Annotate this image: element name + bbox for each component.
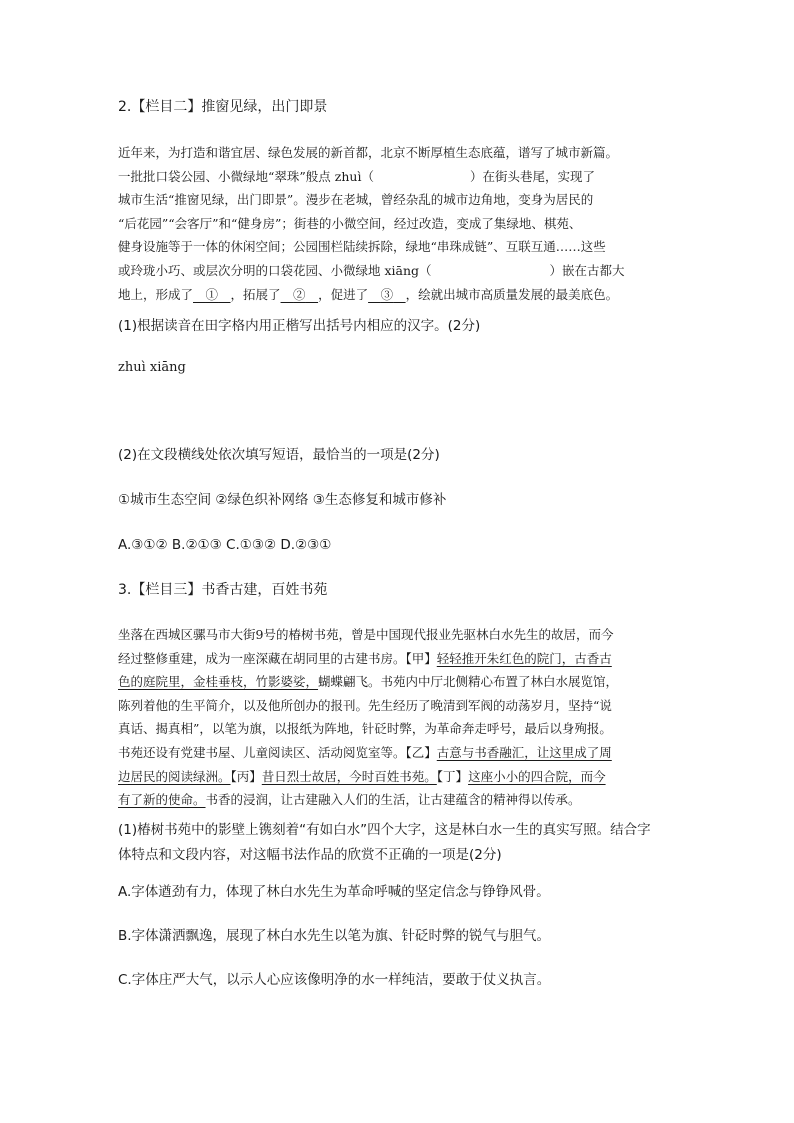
passage-line: 坐落在西城区骡马市大街9号的椿树书苑，曾是中国现代报业先驱林白水先生的故居，而今 bbox=[118, 627, 614, 642]
passage-line: 近年来，为打造和谐宜居、绿色发展的新首都，北京不断厚植生态底蕴，谱写了城市新篇。 bbox=[118, 145, 619, 160]
passage-line: 书苑还设有党建书屋、儿童阅读区、活动阅览室等。【乙】古意与书香融汇，让这里成了周 bbox=[118, 744, 612, 760]
passage-line: 边居民的阅读绿洲。【丙】昔日烈士故居，今时百姓书苑。【丁】这座小小的四合院，而今 bbox=[118, 768, 606, 784]
section2-passage bbox=[118, 141, 682, 306]
passage-line: 经过整修重建，成为一座深藏在胡同里的古建书房。【甲】轻轻推开朱红色的院门，古香古 bbox=[118, 650, 612, 666]
answer-options: A.③①② B.②①③ C.①③② D.②③① bbox=[118, 537, 332, 553]
passage-line: 一批批口袋公园、小微绿地“翠珠”般点 zhuì（ ）在街头巷尾，实现了 bbox=[118, 168, 595, 184]
section2-question-2: (2)在文段横线处依次填写短语，最恰当的一项是(2分) bbox=[118, 447, 440, 463]
passage-line: 色的庭院里，金桂垂枝，竹影婆娑，蝴蝶翩飞。书苑内中厅北侧精心布置了林白水展览馆， bbox=[118, 674, 619, 690]
option-b: B.字体潇洒飘逸，展现了林白水先生以笔为旗、针砭时弊的锐气与胆气。 bbox=[118, 928, 551, 944]
passage-line: 陈列着他的生平简介，以及他所创办的报刊。先生经历了晚清到军阀的动荡岁月，坚持“说 bbox=[118, 697, 612, 713]
phrase-list: ①城市生态空间 ②绿色织补网络 ③生态修复和城市修补 bbox=[118, 492, 447, 508]
passage-line: 或玲珑小巧、或层次分明的口袋花园、小微绿地 xiāng（ ）嵌在古都大 bbox=[118, 262, 625, 278]
passage-line: 地上，形成了 ① ，拓展了 ② ，促进了 ③ ，绘就出城市高质量发展的最美底色。 bbox=[118, 286, 619, 302]
section3-passage bbox=[118, 623, 682, 812]
option-a: A.字体遒劲有力，体现了林白水先生为革命呼喊的坚定信念与铮铮风骨。 bbox=[118, 884, 550, 900]
passage-line: 健身设施等于一体的休闲空间；公园围栏陆续拆除，绿地“串珠成链”、互联互通……这些 bbox=[118, 239, 606, 255]
passage-line: 城市生活“推窗见绿，出门即景”。漫步在老城，曾经杂乱的城市边角地，变身为居民的 bbox=[118, 192, 594, 208]
section2-question-1: (1)根据读音在田字格内用正楷写出括号内相应的汉字。(2分) bbox=[118, 318, 481, 334]
section2-heading: 2.【栏目二】推窗见绿，出门即景 bbox=[118, 99, 328, 115]
blank-3: ③ bbox=[380, 286, 394, 302]
blank-2: ② bbox=[293, 286, 306, 302]
passage-line: 有了新的使命。书香的浸润，让古建融入人们的生活，让古建蕴含的精神得以传承。 bbox=[118, 792, 581, 808]
section3-heading: 3.【栏目三】书香古建，百姓书苑 bbox=[118, 582, 328, 598]
pinyin-line: zhuì xiāng bbox=[118, 360, 186, 375]
passage-line: “后花园”“会客厅”和“健身房”；街巷的小微空间，经过改造，变成了集绿地、棋苑、 bbox=[118, 215, 582, 231]
blank-1: ① bbox=[205, 286, 219, 302]
option-c: C.字体庄严大气，以示人心应该像明净的水一样纯洁，要敢于仗义执言。 bbox=[118, 972, 551, 988]
passage-line: 真话、揭真相”，以笔为旗，以报纸为阵地，针砭时弊，为革命奔走呼号，最后以身殉报。 bbox=[118, 721, 612, 737]
section3-question-1: (1)椿树书苑中的影壁上镌刻着“有如白水”四个大字，这是林白水一生的真实写照。结合字 体特点和文段内容，对这幅书法作品的欣赏不正确的一项是(2分) bbox=[118, 822, 651, 863]
